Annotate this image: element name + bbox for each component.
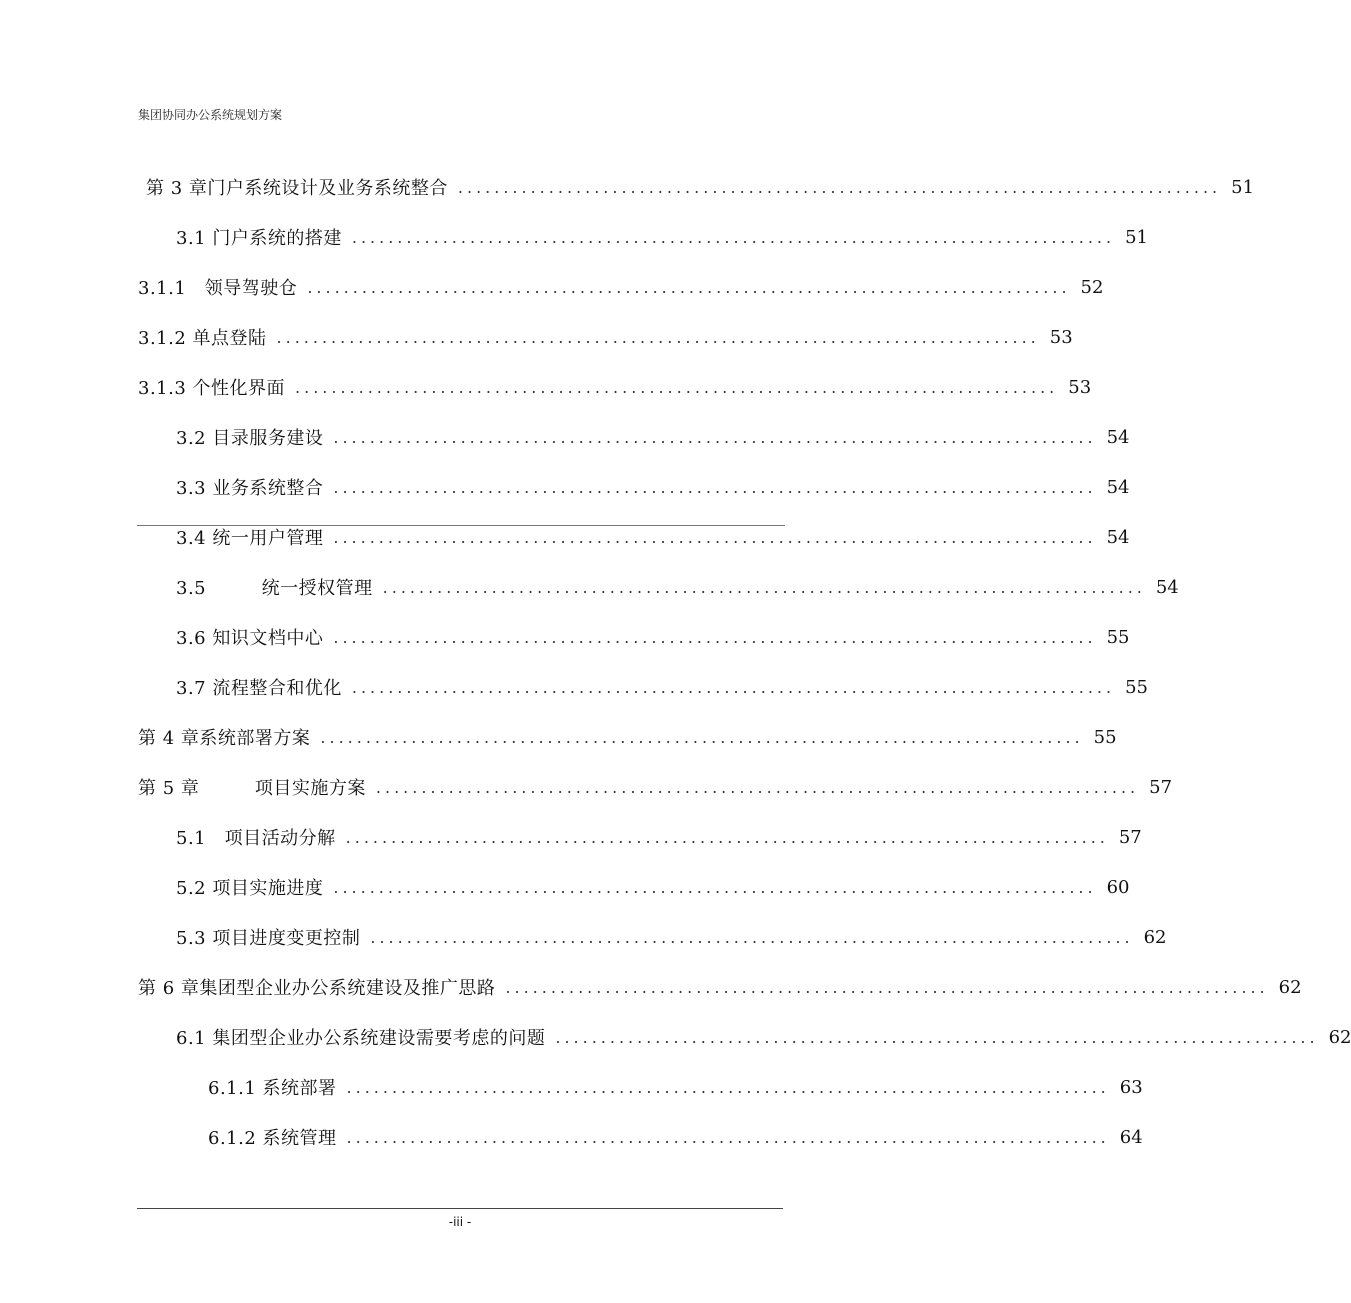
toc-entry-3-5[interactable]	[176, 572, 1179, 602]
toc-entry-label: 3.1.3 个性化界面	[138, 378, 286, 399]
toc-leader-dots: ....................................................................................	[555, 1027, 1319, 1047]
toc-entry-6-1-2[interactable]	[208, 1122, 1143, 1152]
toc-entry-label: 3.4 统一用户管理	[176, 528, 324, 549]
toc-entry-page: 62	[1278, 976, 1302, 998]
toc-entry-label: 第 3 章门户系统设计及业务系统整合	[146, 178, 448, 199]
toc-entry-6-1-1[interactable]	[208, 1072, 1143, 1102]
toc-entry-label: 3.3 业务系统整合	[176, 478, 324, 499]
toc-entry-page: 54	[1106, 476, 1130, 498]
running-header: 集团协同办公系统规划方案	[138, 108, 283, 122]
toc-leader-dots: ....................................................................................	[276, 327, 1040, 347]
toc-entry-page: 54	[1155, 576, 1179, 598]
toc-entry-3-1-3[interactable]	[138, 372, 1092, 402]
toc-entry-page: 57	[1118, 826, 1142, 848]
toc-entry-page: 55	[1093, 726, 1117, 748]
toc-leader-dots: ....................................................................................	[370, 927, 1134, 947]
toc-entry-3-7[interactable]	[176, 672, 1148, 702]
toc-leader-dots: ....................................................................................	[382, 577, 1146, 597]
toc-entry-3-3[interactable]	[176, 472, 1130, 502]
toc-leader-dots: ....................................................................................	[333, 877, 1097, 897]
toc-leader-dots: ....................................................................................	[351, 227, 1116, 247]
toc-leader-dots: ....................................................................................	[333, 477, 1097, 497]
toc-leader-dots: ....................................................................................	[346, 1077, 1110, 1097]
toc-entry-page: 63	[1119, 1076, 1143, 1098]
toc-entry-chapter-4[interactable]	[138, 722, 1117, 752]
toc-entry-page: 51	[1231, 176, 1255, 198]
page-number: -iii -	[448, 1215, 472, 1229]
toc-leader-dots: ....................................................................................	[333, 527, 1097, 547]
toc-entry-label: 6.1.1 系统部署	[208, 1078, 337, 1099]
toc-entry-label: 3.1 门户系统的搭建	[176, 228, 342, 249]
toc-entry-label: 3.7 流程整合和优化	[176, 678, 342, 699]
toc-entry-label: 5.3 项目进度变更控制	[176, 928, 361, 949]
toc-leader-dots: ....................................................................................	[345, 827, 1109, 847]
toc-entry-page: 62	[1143, 926, 1167, 948]
toc-entry-page: 52	[1080, 276, 1104, 298]
toc-entry-label: 3.5 统一授权管理	[176, 578, 373, 599]
toc-entry-page: 53	[1068, 376, 1092, 398]
toc-leader-dots: ....................................................................................	[333, 627, 1097, 647]
toc-entry-page: 54	[1106, 426, 1130, 448]
toc-entry-page: 55	[1106, 626, 1130, 648]
toc-entry-page: 54	[1106, 526, 1130, 548]
toc-entry-5-2[interactable]	[176, 872, 1130, 902]
toc-entry-5-3[interactable]	[176, 922, 1167, 952]
toc-leader-dots: ....................................................................................	[320, 727, 1084, 747]
toc-entry-chapter-6[interactable]	[138, 972, 1302, 1002]
toc-leader-dots: ....................................................................................	[375, 777, 1140, 797]
toc-entry-3-1-1[interactable]	[138, 272, 1104, 302]
toc-entry-chapter-5[interactable]	[138, 772, 1173, 802]
toc-entry-chapter-3[interactable]	[146, 172, 1255, 202]
toc-entry-3-2[interactable]	[176, 422, 1130, 452]
toc-entry-label: 5.2 项目实施进度	[176, 878, 324, 899]
toc-entry-label: 6.1.2 系统管理	[208, 1128, 337, 1149]
toc-entry-5-1[interactable]	[176, 822, 1142, 852]
toc-entry-3-6[interactable]	[176, 622, 1130, 652]
toc-entry-label: 第 4 章系统部署方案	[138, 728, 311, 749]
toc-entry-page: 57	[1149, 776, 1173, 798]
toc-entry-page: 64	[1119, 1126, 1143, 1148]
toc-entry-label: 5.1 项目活动分解	[176, 828, 336, 849]
toc-entry-3-4[interactable]	[176, 522, 1130, 552]
toc-entry-page: 60	[1106, 876, 1130, 898]
toc-leader-dots: ....................................................................................	[295, 377, 1059, 397]
toc-entry-label: 3.1.1 领导驾驶仓	[138, 278, 298, 299]
toc-entry-page: 51	[1125, 226, 1148, 248]
toc-leader-dots: ....................................................................................	[307, 277, 1071, 297]
toc-entry-label: 6.1 集团型企业办公系统建设需要考虑的问题	[176, 1028, 546, 1049]
toc-entry-label: 第 6 章集团型企业办公系统建设及推广思路	[138, 978, 496, 999]
toc-entry-label: 3.2 目录服务建设	[176, 428, 324, 449]
toc-entry-label: 3.6 知识文档中心	[176, 628, 324, 649]
toc-entry-page: 53	[1049, 326, 1073, 348]
toc-entry-page: 55	[1125, 676, 1148, 698]
toc-leader-dots: ....................................................................................	[351, 677, 1116, 697]
footer-rule	[137, 1208, 783, 1209]
toc-entry-3-1-2[interactable]	[138, 322, 1073, 352]
toc-entry-label: 第 5 章 项目实施方案	[138, 778, 366, 799]
toc-leader-dots: ....................................................................................	[333, 427, 1097, 447]
toc-entry-label: 3.1.2 单点登陆	[138, 328, 267, 349]
toc-leader-dots: ....................................................................................	[457, 177, 1222, 197]
toc-leader-dots: ....................................................................................	[505, 977, 1269, 997]
toc-leader-dots: ....................................................................................	[346, 1127, 1110, 1147]
toc-entry-3-1[interactable]	[176, 222, 1148, 252]
toc-entry-page: 62	[1328, 1026, 1351, 1048]
toc-entry-6-1[interactable]	[176, 1022, 1351, 1052]
